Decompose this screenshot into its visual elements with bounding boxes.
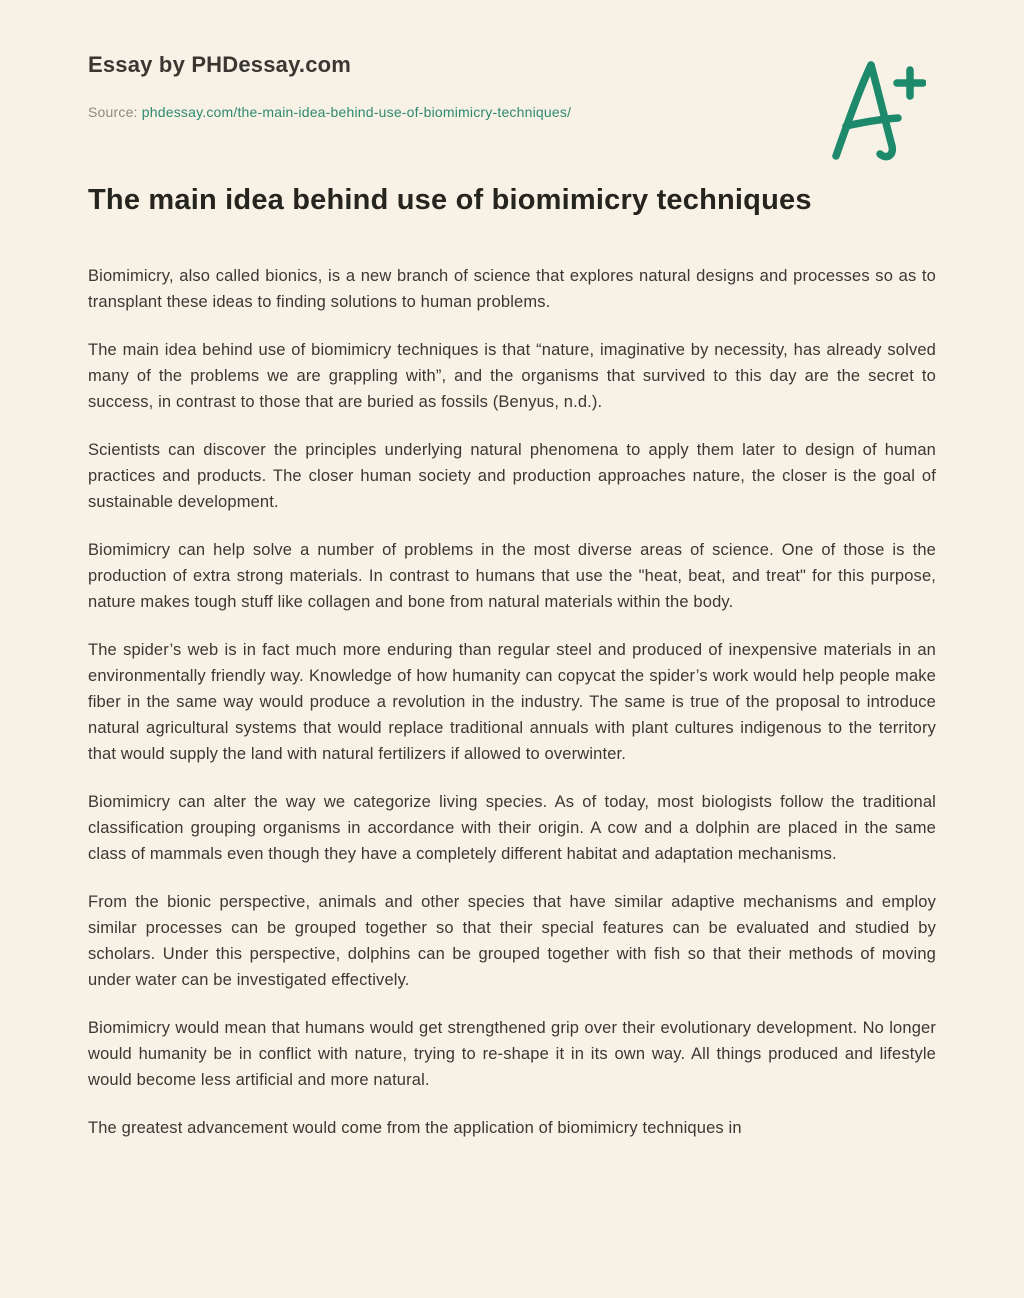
paragraph: The main idea behind use of biomimicry techniques is that “nature, imaginative by necessity, has already solved many of the problems we are grappling with”, and the organisms that survived to this day are the secret to success, in contrast to those that are buried as fossils (Benyus, n.d.). xyxy=(88,341,936,411)
paragraph: The spider’s web is in fact much more enduring than regular steel and produced of inexpensive materials in an environmentally friendly way. Knowledge of how humanity can copycat the spider’s work would help people make fiber in the same way would produce a revolution in the industry. The same is true of the proposal to introduce natural agricultural systems that would replace traditional annuals with plant cultures indigenous to the territory that would supply the land with natural fertilizers if allowed to overwinter. xyxy=(88,641,936,763)
source-line xyxy=(88,104,936,120)
paragraph: From the bionic perspective, animals and other species that have similar adaptive mechanisms and employ similar processes can be grouped together so that their special features can be evaluated and studied by scholars. Under this perspective, dolphins can be grouped together with fish so that their methods of moving under water can be investigated effectively. xyxy=(88,893,936,989)
essay-body xyxy=(88,263,936,1141)
page-title: The main idea behind use of biomimicry techniques xyxy=(88,184,812,216)
paragraph: Biomimicry can alter the way we categorize living species. As of today, most biologists follow the traditional classification grouping organisms in accordance with their origin. A cow and a dolphin are placed in the same class of mammals even though they have a completely different habitat and adaptation mechanisms. xyxy=(88,793,936,863)
source-label: Source: xyxy=(88,104,138,120)
source-link[interactable]: phdessay.com/the-main-idea-behind-use-of-biomimicry-techniques/ xyxy=(141,104,572,120)
paragraph: Scientists can discover the principles underlying natural phenomena to apply them later to design of human practices and products. The closer human society and production approaches nature, the closer is the goal of sustainable development. xyxy=(88,441,936,511)
paragraph: The greatest advancement would come from the application of biomimicry techniques in xyxy=(88,1119,742,1137)
paragraph: Biomimicry, also called bionics, is a new branch of science that explores natural designs and processes so as to transplant these ideas to finding solutions to human problems. xyxy=(88,267,936,311)
paragraph: Biomimicry can help solve a number of problems in the most diverse areas of science. One of those is the production of extra strong materials. In contrast to humans that use the "heat, beat, and treat" for this purpose, nature makes tough stuff like collagen and bone from natural materials within the body. xyxy=(88,541,936,611)
paragraph: Biomimicry would mean that humans would get strengthened grip over their evolutionary development. No longer would humanity be in conflict with nature, trying to re-shape it in its own way. All things produced and lifestyle would become less artificial and more natural. xyxy=(88,1019,936,1089)
a-plus-logo-icon xyxy=(826,151,926,168)
phdessay-a-plus-logo xyxy=(826,56,926,164)
byline: Essay by PHDessay.com xyxy=(88,52,352,77)
